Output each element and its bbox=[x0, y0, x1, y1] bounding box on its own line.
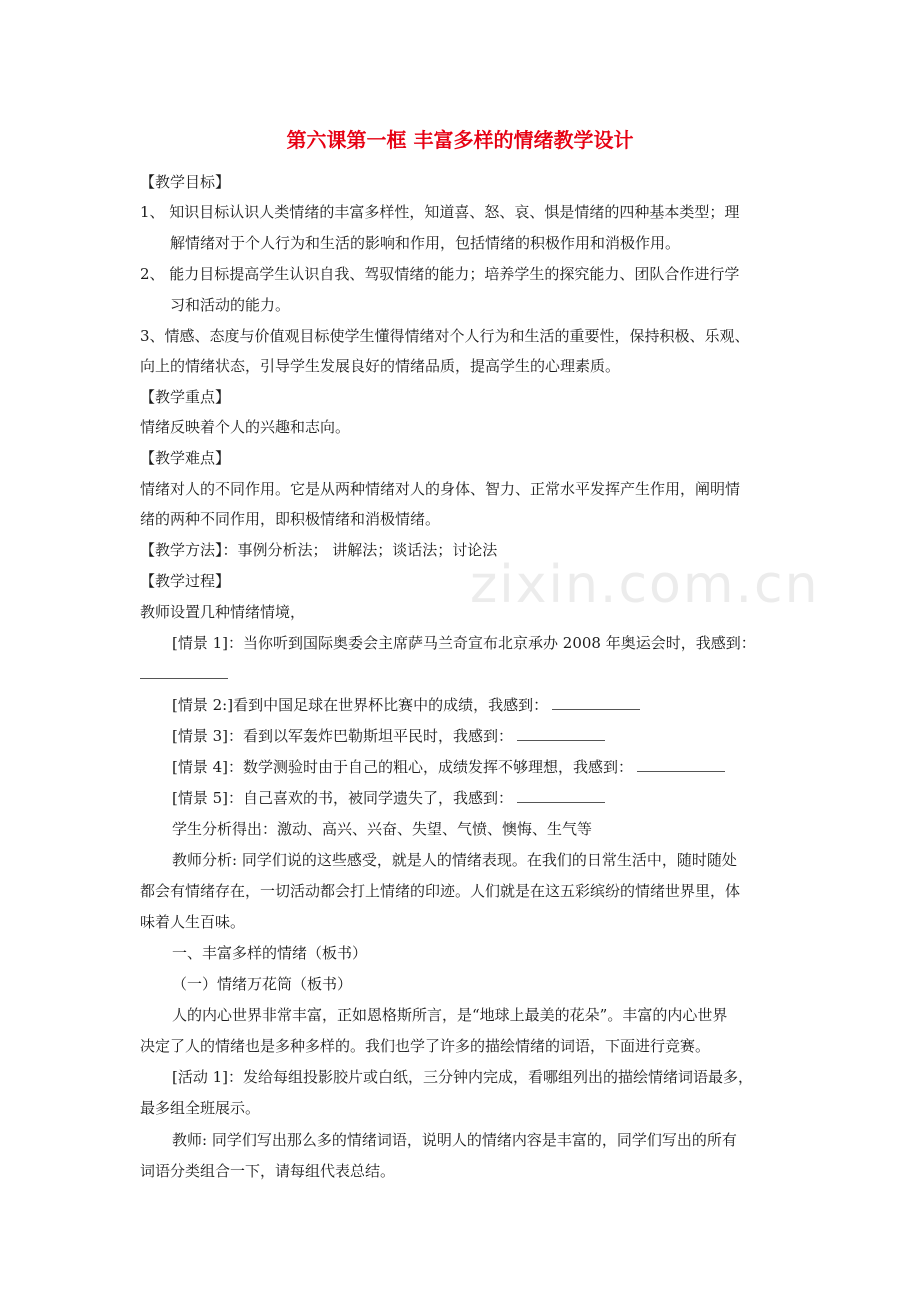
scenario-2-text: [情景 2:]看到中国足球在世界杯比赛中的成绩，我感到： bbox=[172, 696, 549, 714]
goal-1-line-2: 解情绪对于个人行为和生活的影响和作用，包括情绪的积极作用和消极作用。 bbox=[170, 234, 681, 252]
key-point-header: 【教学重点】 bbox=[140, 388, 231, 406]
scenario-4-text: [情景 4]：数学测验时由于自己的粗心，成绩发挥不够理想，我感到： bbox=[172, 758, 634, 776]
page-title: 第六课第一框 丰富多样的情绪教学设计 bbox=[286, 128, 634, 152]
watermark: zixin.com.cn bbox=[470, 555, 820, 615]
teacher-summary-line-1: 教师: 同学们写出那么多的情绪词语，说明人的情绪内容是丰富的，同学们写出的所有 bbox=[172, 1131, 737, 1149]
scenario-5-text: [情景 5]：自己喜欢的书，被同学遗失了，我感到： bbox=[172, 789, 514, 807]
answer-blank bbox=[517, 726, 605, 741]
board-heading-1: 一、丰富多样的情绪（板书） bbox=[172, 944, 368, 962]
goal-2-line-2: 习和活动的能力。 bbox=[170, 296, 291, 314]
difficulty-line-2: 绪的两种不同作用，即积极情绪和消极情绪。 bbox=[140, 510, 441, 528]
answer-blank bbox=[637, 757, 725, 772]
answer-blank bbox=[140, 666, 228, 679]
teacher-analysis-line-3: 味着人生百味。 bbox=[140, 913, 246, 931]
scenario-3 bbox=[172, 725, 817, 747]
goal-3-line-2: 向上的情绪状态，引导学生发展良好的情绪品质，提高学生的心理素质。 bbox=[140, 357, 621, 375]
inner-world-line-1: 人的内心世界非常丰富，正如恩格斯所言，是“地球上最美的花朵”。丰富的内心世界 bbox=[172, 1006, 728, 1024]
goal-3-line-1: 3、情感、态度与价值观目标使学生懂得情绪对个人行为和生活的重要性，保持积极、乐观、 bbox=[140, 327, 750, 345]
scenario-1-blank bbox=[140, 663, 785, 685]
scenario-4 bbox=[172, 756, 817, 778]
board-heading-2: （一）情绪万花筒（板书） bbox=[172, 975, 353, 993]
inner-world-line-2: 决定了人的情绪也是多种多样的。我们也学了许多的描绘情绪的词语，下面进行竞赛。 bbox=[140, 1037, 711, 1055]
scenario-3-text: [情景 3]：看到以军轰炸巴勒斯坦平民时，我感到： bbox=[172, 727, 514, 745]
scenario-5 bbox=[172, 787, 817, 809]
process-intro: 教师设置几种情绪情境， bbox=[140, 603, 306, 621]
difficulty-header: 【教学难点】 bbox=[140, 449, 231, 467]
scenario-2 bbox=[172, 694, 817, 716]
teacher-analysis-line-2: 都会有情绪存在，一切活动都会打上情绪的印迹。人们就是在这五彩缤纷的情绪世界里，体 bbox=[140, 882, 741, 900]
process-header: 【教学过程】 bbox=[140, 572, 231, 590]
goals-header: 【教学目标】 bbox=[140, 173, 231, 191]
teaching-method: 【教学方法】：事例分析法； 讲解法；谈话法；讨论法 bbox=[140, 541, 498, 559]
scenario-1: [情景 1]：当你听到国际奥委会主席萨马兰奇宣布北京承办 2008 年奥运会时，我感到： bbox=[172, 634, 756, 652]
answer-blank bbox=[517, 788, 605, 803]
difficulty-line-1: 情绪对人的不同作用。它是从两种情绪对人的身体、智力、正常水平发挥产生作用，阐明情 bbox=[140, 480, 741, 498]
goal-2-line-1: 2、 能力目标提高学生认识自我、驾驭情绪的能力；培养学生的探究能力、团队合作进行学 bbox=[140, 265, 740, 283]
activity-1-line-2: 最多组全班展示。 bbox=[140, 1099, 261, 1117]
key-point-text: 情绪反映着个人的兴趣和志向。 bbox=[140, 418, 351, 436]
teacher-summary-line-2: 词语分类组合一下，请每组代表总结。 bbox=[140, 1162, 396, 1180]
goal-1-line-1: 1、 知识目标认识人类情绪的丰富多样性，知道喜、怒、哀、惧是情绪的四种基本类型；理 bbox=[140, 203, 740, 221]
activity-1-line-1: [活动 1]：发给每组投影胶片或白纸，三分钟内完成，看哪组列出的描绘情绪词语最多， bbox=[172, 1068, 754, 1086]
answer-blank bbox=[552, 695, 640, 710]
student-analysis: 学生分析得出：激动、高兴、兴奋、失望、气愤、懊悔、生气等 bbox=[172, 820, 593, 838]
teacher-analysis-line-1: 教师分析: 同学们说的这些感受，就是人的情绪表现。在我们的日常生活中，随时随处 bbox=[172, 851, 737, 869]
